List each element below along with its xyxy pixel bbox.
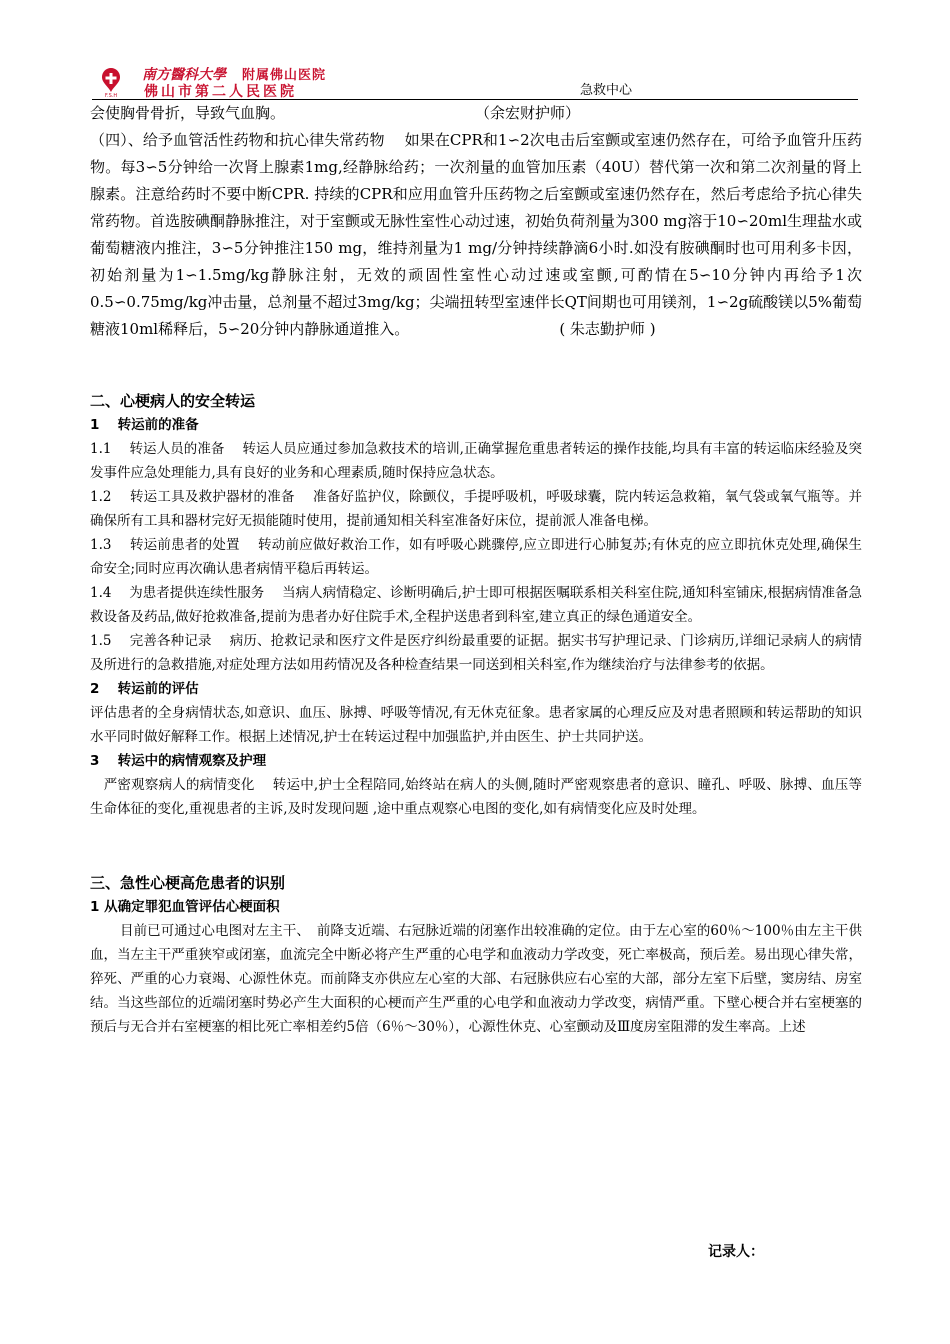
paragraph: 目前已可通过心电图对左主干、 前降支近端、右冠脉近端的闭塞作出较准确的定位。由于左心室的60％～100％由左主干供血，当左主干严重狭窄或闭塞，血流完全中断必将产生严重的心电学和血液动力学改变，死亡率极高，预后差。易出现心律失常，猝死、严重的心力衰竭、心源性休克。而前降支亦供应左心室的大部、右冠脉供应右心室的大部，部分左室下后壁，窦房结、房室结。当这些部位的近端闭塞时势必产生大面积的心梗而产生严重的心电学和血液动力学改变，病情严重。下壁心梗合并右室梗塞的预后与无合并右室梗塞的相比死亡率相差约5倍（6％～30％），心源性休克、心室颤动及Ⅲ度房室阻滞的发生率高。上述 — [90, 923, 862, 1035]
paragraph: 严密观察病人的病情变化 转运中,护士全程陪同,始终站在病人的头侧,随时严密观察患者的意识、瞳孔、呼吸、脉搏、血压等生命体征的变化,重视患者的主诉,及时发现问题 ,途中重点观察心电图的变化,如有病情变化应及时处理。 — [90, 777, 862, 817]
continuation-text: 会使胸骨骨折，导致气血胸。 — [90, 104, 286, 122]
paragraph: 1.3 转运前患者的处置 转动前应做好救治工作，如有呼吸心跳骤停,应立即进行心肺复苏;有休克的应立即抗休克处理,确保生命安全;同时应再次确认患者病情平稳后再转运。 — [90, 537, 862, 577]
hospital-name: 佛山市第二人民医院 — [144, 84, 297, 100]
subsection-title: 1 转运前的准备 — [90, 417, 199, 433]
author-signature: （余宏财护师） — [475, 104, 581, 122]
document-body — [90, 100, 862, 1039]
hospital-logo-icon — [94, 64, 128, 98]
recorder-label: 记录人： — [708, 1244, 764, 1260]
section-title: 三、急性心梗高危患者的识别 — [90, 874, 286, 892]
paragraph: 1.1 转运人员的准备 转运人员应通过参加急救技术的培训,正确掌握危重患者转运的操作技能,均具有丰富的转运临床经验及突发事件应急处理能力,具有良好的业务和心理素质,随时保持应急状态。 — [90, 441, 862, 481]
author-signature: ( 朱志勤护师 ) — [559, 320, 656, 338]
subsection-title: 1 从确定罪犯血管评估心梗面积 — [90, 899, 280, 915]
school-name: 南方醫科大學 — [142, 67, 226, 83]
paragraph-vasoactive-drugs — [90, 127, 862, 343]
hospital-affiliation: 附属佛山医院 — [242, 68, 327, 83]
vasoactive-text: （四）、给予血管活性药物和抗心律失常药物 如果在CPR和1∽2次电击后室颤或室速仍然存在，可给予血管升压药物。每3∽5分钟给一次肾上腺素1mg,经静脉给药；一次剂量的血管加压素（40U）替代第一次和第二次剂量的肾上腺素。注意给药时不要中断CPR. 持续的CPR和应用血管升压药物之后室颤或室速仍然存在，然后考虑给予抗心律失常药物。首选胺碘酮静脉推注，对于室颤或无脉性室性心动过速，初始负荷剂量为300 mg溶于10∽20ml生理盐水或葡萄糖液内推注，3∽5分钟推注150 mg，维持剂量为1 mg/分钟持续静滴6小时.如没有胺碘酮时也可用利多卡因， 初始剂量为1∽1.5mg/kg静脉注射，无效的顽固性室性心动过速或室颤,可酌情在5∽10分钟内再给予1次0.5∽0.75mg/kg冲击量，总剂量不超过3mg/kg；尖端扭转型室速伴长QT间期也可用镁剂，1∽2g硫酸镁以5%葡萄糖液10ml稀释后，5∽20分钟内静脉通道推入。 — [90, 131, 862, 338]
paragraph: 1.4 为患者提供连续性服务 当病人病情稳定、诊断明确后,护士即可根据医嘱联系相关科室住院,通知科室铺床,根据病情准备急救设备及药品,做好抢救准备,提前为患者办好住院手术,全程护送患者到科室,建立真正的绿色通道安全。 — [90, 585, 862, 625]
subsection-title: 3 转运中的病情观察及护理 — [90, 753, 267, 769]
paragraph-continuation — [90, 100, 862, 127]
subsection-title: 2 转运前的评估 — [90, 681, 199, 697]
section-title: 二、心梗病人的安全转运 — [90, 392, 256, 410]
paragraph: 评估患者的全身病情状态,如意识、血压、脉搏、呼吸等情况,有无休克征象。患者家属的心理反应及对患者照顾和转运帮助的知识水平同时做好解释工作。根据上述情况,护士在转运过程中加强监护,并由医生、护士共同护送。 — [90, 705, 862, 745]
paragraph: 1.2 转运工具及救护器材的准备 准备好监护仪，除颤仪，手提呼吸机，呼吸球囊，院内转运急救箱，氧气袋或氧气瓶等。并确保所有工具和器材完好无损能随时使用，提前通知相关科室准备好床位，提前派人准备电梯。 — [90, 489, 862, 529]
paragraph: 1.5 完善各种记录 病历、抢救记录和医疗文件是医疗纠纷最重要的证据。据实书写护理记录、门诊病历,详细记录病人的病情及所进行的急救措施,对症处理方法如用药情况及各种检查结果一同送到相关科室,作为继续治疗与法律参考的依据。 — [90, 633, 862, 673]
department-name: 急救中心 — [580, 83, 633, 98]
page-header — [92, 62, 858, 102]
svg-text:F.S.H: F.S.H — [104, 93, 118, 98]
